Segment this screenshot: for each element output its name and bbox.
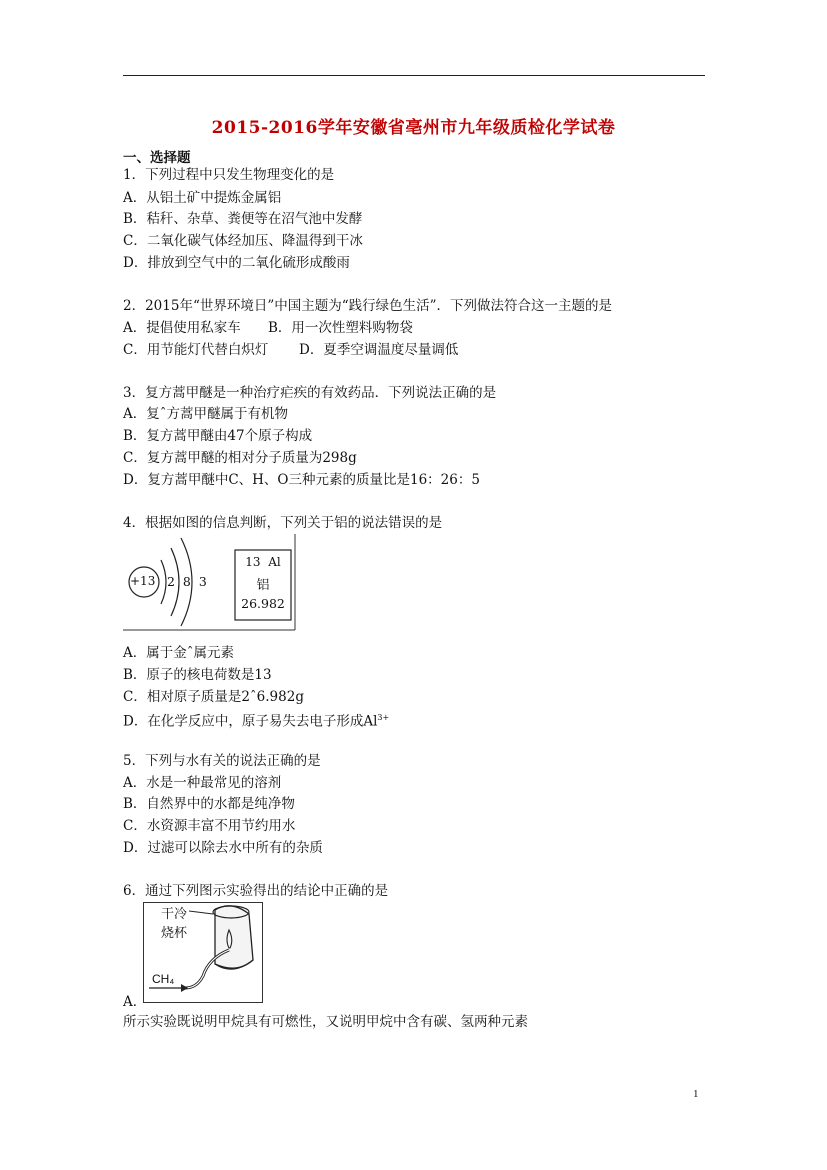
gas-label: CH₄ bbox=[152, 972, 175, 986]
beaker-label-line1: 干冷 bbox=[161, 907, 188, 922]
ion-charge: 3+ bbox=[377, 713, 390, 722]
question-stem: 6．通过下列图示实验得出的结论中正确的是 bbox=[123, 883, 389, 899]
option-a: A．水是一种最常见的溶剂 bbox=[123, 775, 282, 791]
question-stem: 4．根据如图的信息判断，下列关于铝的说法错误的是 bbox=[123, 515, 443, 531]
nucleus-label: +13 bbox=[130, 574, 156, 588]
beaker-label-line2: 烧杯 bbox=[161, 926, 188, 941]
section-heading: 一、选择题 bbox=[123, 150, 191, 166]
page-number: 1 bbox=[693, 1088, 699, 1100]
option-a: A．属于金ˆ属元素 bbox=[123, 645, 234, 661]
option-d: D．夏季空调温度尽量调低 bbox=[299, 342, 459, 358]
option-a: A．提倡使用私家车 bbox=[123, 320, 241, 336]
element-number-symbol: 13 Al bbox=[245, 555, 281, 569]
header-rule bbox=[123, 75, 705, 76]
option-a: A． bbox=[123, 994, 147, 1010]
aluminum-atom-figure bbox=[123, 534, 298, 631]
option-c: C．水资源丰富不用节约用水 bbox=[123, 818, 296, 834]
option-b: B．自然界中的水都是纯净物 bbox=[123, 796, 295, 812]
option-d: D．过滤可以除去水中所有的杂质 bbox=[123, 840, 323, 856]
option-b: B．用一次性塑料购物袋 bbox=[268, 320, 413, 336]
option-b: B．原子的核电荷数是13 bbox=[123, 667, 272, 683]
page-title: 2015-2016学年安徽省亳州市九年级质检化学试卷 bbox=[211, 118, 616, 138]
option-d-text: D．在化学反应中，原子易失去电子形成Al bbox=[123, 713, 378, 730]
option-d bbox=[123, 709, 389, 731]
option-c: C．用节能灯代替白炽灯 bbox=[123, 342, 269, 358]
option-c: C．二氧化碳气体经加压、降温得到干冰 bbox=[123, 233, 363, 249]
option-c: C．复方蒿甲醚的相对分子质量为298g bbox=[123, 450, 357, 466]
option-c: C．相对原子质量是2ˆ6.982g bbox=[123, 689, 304, 705]
shell-electrons: 2 8 3 bbox=[167, 574, 209, 589]
option-a-text: 所示实验既说明甲烷具有可燃性，又说明甲烷中含有碳、氢两种元素 bbox=[123, 1014, 528, 1030]
question-stem: 5．下列与水有关的说法正确的是 bbox=[123, 753, 321, 769]
option-d: D．排放到空气中的二氧化硫形成酸雨 bbox=[123, 255, 350, 271]
element-name: 铝 bbox=[256, 578, 270, 593]
question-stem: 1．下列过程中只发生物理变化的是 bbox=[123, 167, 335, 183]
option-d: D．复方蒿甲醚中C、H、O三种元素的质量比是16：26：5 bbox=[123, 472, 480, 488]
question-stem: 3．复方蒿甲醚是一种治疗疟疾的有效药品．下列说法正确的是 bbox=[123, 385, 497, 401]
option-a: A．复ˆ方蒿甲醚属于有机物 bbox=[123, 406, 288, 422]
option-b: B．秸秆、杂草、粪便等在沼气池中发酵 bbox=[123, 211, 363, 227]
methane-combustion-figure bbox=[143, 902, 264, 1004]
option-b: B．复方蒿甲醚由47个原子构成 bbox=[123, 428, 313, 444]
option-a: A．从铝土矿中提炼金属铝 bbox=[123, 190, 282, 206]
atomic-mass: 26.982 bbox=[241, 596, 285, 611]
question-stem: 2．2015年“世界环境日”中国主题为“践行绿色生活”．下列做法符合这一主题的是 bbox=[123, 298, 613, 314]
